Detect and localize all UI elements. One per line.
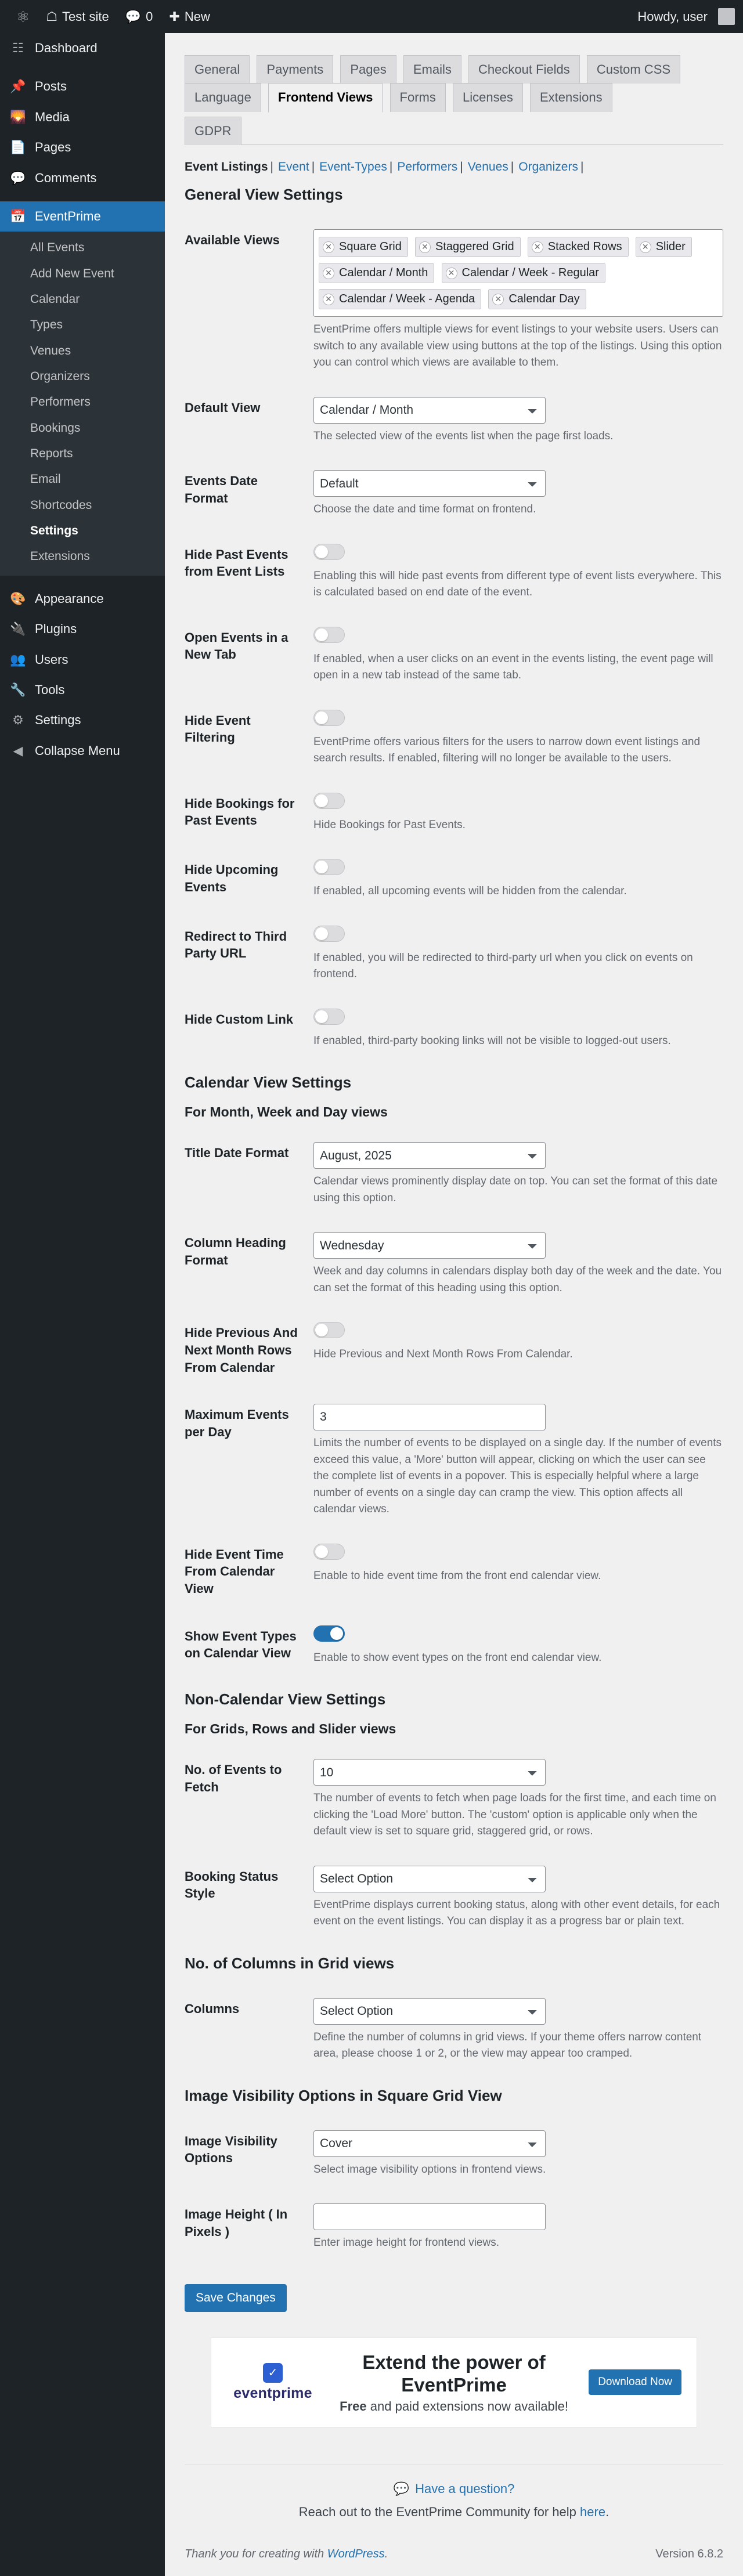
label-hide-past-events: Hide Past Events from Event Lists: [185, 547, 288, 579]
calendar-view-subtitle: For Month, Week and Day views: [185, 1104, 388, 1120]
token-calendar-week-agenda[interactable]: [319, 289, 481, 309]
toggle-knob: [315, 861, 328, 873]
description-title-date-format: Calendar views prominently display date on top. You can set the format of this date using this option.: [313, 1175, 718, 1204]
description-hide-event-filtering: EventPrime offers various filters for the users to narrow down event listings and search results. If enabled, filtering will no longer be available to the users.: [313, 735, 701, 765]
row-column-heading-format: [185, 1219, 723, 1309]
label-available-views: Available Views: [185, 233, 280, 248]
default-view-select[interactable]: [313, 397, 546, 424]
token-label: Calendar / Week - Agenda: [339, 292, 475, 306]
have-a-question-label: Have a question?: [415, 2481, 515, 2496]
sidebar-item-label: Users: [35, 652, 68, 667]
token-stacked-rows[interactable]: [528, 237, 629, 257]
collapse-icon: ◀: [13, 743, 23, 758]
subnav-divider: |: [580, 160, 584, 174]
calendar-view-settings-title: Calendar View Settings: [185, 1074, 352, 1092]
description-no-of-events: The number of events to fetch when page loads for the first time, and each time on clicking the 'Load More' button. The 'custom' option is applicable only when the default view is set to square grid, staggered grid, or rows.: [313, 1792, 716, 1838]
description-hide-prev-next-month: Hide Previous and Next Month Rows From Calendar.: [313, 1348, 573, 1361]
hide-custom-link-toggle[interactable]: [313, 1009, 345, 1025]
toggle-knob: [315, 1324, 328, 1336]
description-hide-event-time: Enable to hide event time from the front end calendar view.: [313, 1569, 601, 1582]
sidebar-item-label: Settings: [35, 713, 81, 728]
sidebar-item-label: Media: [35, 109, 70, 124]
title-date-format-select[interactable]: [313, 1142, 546, 1169]
sidebar-item-label: EventPrime: [35, 208, 101, 223]
sidebar-item-label: Collapse Menu: [35, 743, 120, 758]
non-calendar-view-subtitle: For Grids, Rows and Slider views: [185, 1721, 396, 1737]
general-view-settings-title: General View Settings: [185, 186, 343, 204]
promo-brand: eventprime: [233, 2384, 312, 2401]
remove-icon[interactable]: ✕: [323, 241, 334, 253]
subnav-event-listings[interactable]: Event Listings: [185, 160, 268, 174]
label-events-date-format: Events Date Format: [185, 474, 258, 505]
admin-bar: [0, 0, 743, 33]
label-hide-prev-next-month: Hide Previous And Next Month Rows From Calendar: [185, 1325, 298, 1375]
plugin-icon: 🔌: [10, 622, 26, 637]
sidebar-item-dashboard[interactable]: [0, 33, 165, 63]
description-default-view: The selected view of the events list when the page first loads.: [313, 429, 614, 442]
sidebar-subitem-reports[interactable]: Reports: [30, 447, 73, 461]
subnav-organizers[interactable]: Organizers: [518, 160, 578, 174]
toggle-knob: [315, 927, 328, 940]
my-account-button[interactable]: [629, 0, 743, 33]
label-hide-event-time: Hide Event Time From Calendar View: [185, 1547, 284, 1596]
avatar: [718, 8, 735, 25]
show-event-types-toggle[interactable]: [313, 1625, 345, 1642]
tab-language[interactable]: Language: [185, 83, 261, 111]
sidebar-item-eventprime[interactable]: [0, 201, 165, 232]
calendar-icon: 📅: [10, 208, 26, 223]
columns-select[interactable]: [313, 1998, 546, 2025]
remove-icon[interactable]: ✕: [323, 294, 334, 305]
sidebar-item-label: Tools: [35, 682, 65, 697]
subnav-divider: |: [311, 160, 315, 174]
remove-icon[interactable]: ✕: [640, 241, 651, 253]
admin-bar-right: [629, 0, 743, 33]
token-label: Calendar Day: [508, 292, 580, 306]
label-hide-event-filtering: Hide Event Filtering: [185, 713, 251, 745]
hide-event-time-toggle[interactable]: [313, 1544, 345, 1560]
row-hide-event-time: [185, 1531, 723, 1613]
description-hide-upcoming-events: If enabled, all upcoming events will be hidden from the calendar.: [313, 885, 627, 898]
tab-pages[interactable]: Pages: [340, 55, 396, 84]
howdy-label: Howdy, user: [637, 9, 708, 24]
label-booking-status-style: Booking Status Style: [185, 1869, 279, 1901]
token-staggered-grid[interactable]: [415, 237, 521, 257]
site-name-button[interactable]: [38, 0, 117, 33]
row-hide-bookings-past-events: [185, 780, 723, 847]
columns-in-grid-views-title: No. of Columns in Grid views: [185, 1954, 395, 1972]
general-settings-table: [185, 216, 723, 1062]
row-hide-past-events: [185, 531, 723, 614]
promo-headline: Extend the power of EventPrime: [362, 2351, 546, 2396]
tab-frontend-views[interactable]: Frontend Views: [268, 83, 383, 112]
subnav-divider: |: [389, 160, 393, 174]
subnav-venues[interactable]: Venues: [467, 160, 508, 174]
label-default-view: Default View: [185, 400, 261, 415]
label-image-height: Image Height ( In Pixels ): [185, 2207, 288, 2239]
columns-settings-table: [185, 1985, 723, 2075]
row-booking-status-style: [185, 1853, 723, 1943]
admin-sidebar: [0, 33, 165, 2576]
sidebar-item-users[interactable]: [0, 645, 165, 675]
sidebar-item-plugins[interactable]: [0, 614, 165, 644]
row-title-date-format: [185, 1129, 723, 1219]
image-visibility-title: Image Visibility Options in Square Grid View: [185, 2086, 502, 2104]
promo-text: [333, 2351, 575, 2414]
wordpress-logo-icon: ⚛: [16, 8, 30, 26]
wordpress-link[interactable]: WordPress: [327, 2547, 385, 2560]
token-calendar-day[interactable]: [488, 289, 586, 309]
tab-custom-css[interactable]: Custom CSS: [587, 55, 680, 84]
sidebar-subitem-organizers[interactable]: Organizers: [30, 370, 90, 384]
comment-icon: 💬: [10, 170, 26, 185]
token-label: Square Grid: [339, 240, 402, 254]
save-changes-button[interactable]: Save Changes: [185, 2284, 287, 2312]
new-label: New: [184, 9, 210, 24]
main-content: [165, 33, 743, 2576]
wordpress-logo-button[interactable]: [8, 0, 38, 33]
download-now-button[interactable]: Download Now: [589, 2369, 681, 2395]
footer-help: [185, 2465, 723, 2530]
sidebar-subitem-all-events[interactable]: All Events: [30, 241, 85, 255]
users-icon: 👥: [10, 652, 26, 667]
pin-icon: 📌: [10, 79, 26, 94]
home-icon: ☖: [46, 9, 58, 24]
settings-tabs: [185, 46, 723, 145]
description-hide-custom-link: If enabled, third-party booking links will not be visible to logged-out users.: [313, 1034, 671, 1047]
description-column-heading-format: Week and day columns in calendars display both day of the week and the date. You can set the format of this heading using this option.: [313, 1265, 722, 1294]
booking-status-style-select[interactable]: [313, 1866, 546, 1892]
label-open-events-new-tab: Open Events in a New Tab: [185, 630, 288, 662]
sidebar-item-label: Comments: [35, 170, 97, 185]
comments-count: 0: [146, 9, 153, 24]
description-image-visibility: Select image visibility options in frontend views.: [313, 2163, 546, 2176]
tab-extensions[interactable]: Extensions: [530, 83, 612, 111]
hide-event-filtering-toggle[interactable]: [313, 710, 345, 726]
subnav-divider: |: [460, 160, 463, 174]
community-help-text: [185, 2505, 723, 2520]
hide-prev-next-month-toggle[interactable]: [313, 1322, 345, 1338]
description-hide-past-events: Enabling this will hide past events from different type of event lists everywhere. This is calculated based on end date of the event.: [313, 569, 722, 599]
tab-general[interactable]: General: [185, 55, 250, 84]
sidebar-subitem-email[interactable]: Email: [30, 472, 61, 486]
non-calendar-view-settings-title: Non-Calendar View Settings: [185, 1690, 386, 1708]
site-name-label: Test site: [62, 9, 109, 24]
comments-button[interactable]: [117, 0, 161, 33]
toggle-knob: [315, 794, 328, 807]
tab-checkout-fields[interactable]: Checkout Fields: [468, 55, 580, 84]
sidebar-item-tools[interactable]: [0, 675, 165, 705]
token-label: Stacked Rows: [547, 240, 622, 254]
subnav-divider: |: [510, 160, 514, 174]
label-image-visibility-options: Image Visibility Options: [185, 2133, 277, 2166]
tools-icon: 🔧: [10, 682, 26, 697]
label-column-heading-format: Column Heading Format: [185, 1235, 286, 1267]
sidebar-subitem-calendar[interactable]: Calendar: [30, 292, 80, 306]
media-icon: 🌄: [10, 109, 26, 124]
label-hide-custom-link: Hide Custom Link: [185, 1011, 294, 1027]
promo-subline-rest: and paid extensions now available!: [366, 2398, 569, 2414]
chat-icon: 💬: [393, 2481, 410, 2496]
label-max-events-per-day: Maximum Events per Day: [185, 1407, 289, 1439]
page-icon: 📄: [10, 140, 26, 155]
row-show-event-types: [185, 1613, 723, 1679]
image-settings-table: [185, 2118, 723, 2264]
token-label: Calendar / Month: [339, 266, 428, 280]
row-image-visibility-options: [185, 2118, 723, 2191]
toggle-knob: [330, 1627, 343, 1640]
sidebar-submenu-eventprime: [0, 232, 165, 575]
footer-thanks-suffix: .: [384, 2547, 388, 2560]
toggle-knob: [315, 545, 328, 558]
plus-icon: ✚: [169, 9, 180, 24]
toggle-knob: [315, 1545, 328, 1558]
wordpress-version: Version 6.8.2: [655, 2547, 723, 2560]
row-default-view: [185, 384, 723, 458]
sidebar-item-comments[interactable]: [0, 163, 165, 193]
row-redirect-third-party-url: [185, 913, 723, 996]
community-help-link[interactable]: here: [580, 2504, 606, 2519]
toggle-knob: [315, 711, 328, 724]
label-title-date-format: Title Date Format: [185, 1146, 289, 1161]
label-columns: Columns: [185, 2001, 240, 2016]
community-help-prefix: Reach out to the EventPrime Community for help: [298, 2504, 580, 2519]
description-booking-status-style: EventPrime displays current booking status, along with other event details, for each event on the event listings. You can display it as a progress bar or plain text.: [313, 1898, 720, 1928]
open-events-new-tab-toggle[interactable]: [313, 627, 345, 643]
have-a-question: [185, 2481, 723, 2496]
token-label: Calendar / Week - Regular: [461, 266, 599, 280]
promo-subline-free: Free: [340, 2398, 367, 2414]
remove-icon[interactable]: ✕: [419, 241, 431, 253]
sidebar-subitem-add-new-event[interactable]: Add New Event: [30, 266, 114, 280]
image-height-input[interactable]: [313, 2203, 546, 2230]
no-of-events-select[interactable]: [313, 1759, 546, 1786]
remove-icon[interactable]: ✕: [492, 294, 504, 305]
sidebar-item-collapse-menu[interactable]: [0, 736, 165, 766]
image-visibility-select[interactable]: [313, 2130, 546, 2157]
sidebar-item-label: Appearance: [35, 591, 104, 606]
tab-forms[interactable]: Forms: [390, 83, 446, 111]
sidebar-item-label: Dashboard: [35, 41, 98, 55]
label-redirect-third-party-url: Redirect to Third Party URL: [185, 928, 287, 961]
new-content-button[interactable]: [161, 0, 218, 33]
sidebar-item-settings[interactable]: [0, 705, 165, 735]
max-events-per-day-input[interactable]: [313, 1404, 546, 1430]
subnav-divider: |: [270, 160, 273, 174]
available-views-multiselect[interactable]: [313, 229, 723, 317]
subnav-event-types[interactable]: Event-Types: [319, 160, 387, 174]
row-hide-custom-link: [185, 996, 723, 1063]
tab-licenses[interactable]: Licenses: [453, 83, 523, 111]
promo-banner: [211, 2337, 697, 2427]
label-hide-upcoming-events: Hide Upcoming Events: [185, 862, 279, 894]
token-square-grid[interactable]: [319, 237, 408, 257]
remove-icon[interactable]: ✕: [532, 241, 543, 253]
sidebar-subitem-shortcodes[interactable]: Shortcodes: [30, 498, 92, 512]
sidebar-item-posts[interactable]: [0, 71, 165, 102]
sidebar-subitem-venues[interactable]: Venues: [30, 344, 71, 357]
row-events-date-format: [185, 457, 723, 531]
sidebar-subitem-bookings[interactable]: Bookings: [30, 421, 81, 435]
check-badge-icon: ✓: [263, 2363, 283, 2383]
row-hide-event-filtering: [185, 697, 723, 780]
row-available-views: [185, 216, 723, 384]
description-columns: Define the number of columns in grid views. If your theme offers narrow content area, please choose 1 or 2, or the view may appear too cramped.: [313, 2031, 702, 2060]
sidebar-item-label: Posts: [35, 79, 67, 94]
sidebar-item-pages[interactable]: [0, 132, 165, 162]
sidebar-subitem-extensions[interactable]: Extensions: [30, 550, 90, 563]
sidebar-subitem-types[interactable]: Types: [30, 318, 63, 332]
frontend-views-subnav: [185, 160, 723, 174]
promo-logo: [226, 2363, 319, 2402]
hide-past-events-toggle[interactable]: [313, 544, 345, 560]
sidebar-subitem-performers[interactable]: Performers: [30, 395, 91, 409]
row-hide-upcoming-events: [185, 846, 723, 913]
remove-icon[interactable]: ✕: [446, 268, 457, 279]
hide-upcoming-events-toggle[interactable]: [313, 859, 345, 875]
toggle-knob: [315, 628, 328, 641]
row-columns: [185, 1985, 723, 2075]
redirect-third-party-url-toggle[interactable]: [313, 926, 345, 942]
row-open-events-new-tab: [185, 614, 723, 697]
token-slider[interactable]: [636, 237, 692, 257]
gear-icon: ⚙: [12, 713, 24, 728]
description-open-events-new-tab: If enabled, when a user clicks on an event in the events listing, the event page will open in a new tab instead of the same tab.: [313, 652, 713, 682]
description-hide-bookings-past-events: Hide Bookings for Past Events.: [313, 818, 466, 831]
token-calendar-week-regular[interactable]: [442, 263, 605, 283]
footer-thanks: [185, 2548, 388, 2561]
description-redirect-third-party-url: If enabled, you will be redirected to third-party url when you click on events on frontend.: [313, 951, 693, 981]
non-calendar-settings-table: [185, 1746, 723, 1943]
token-label: Slider: [655, 240, 686, 254]
tab-gdpr[interactable]: GDPR: [185, 117, 241, 145]
description-image-height: Enter image height for frontend views.: [313, 2237, 500, 2249]
sidebar-item-label: Plugins: [35, 622, 77, 637]
brush-icon: 🎨: [10, 591, 26, 606]
label-show-event-types: Show Event Types on Calendar View: [185, 1628, 297, 1661]
row-image-height: [185, 2191, 723, 2264]
row-max-events-per-day: [185, 1391, 723, 1531]
row-no-of-events-to-fetch: [185, 1746, 723, 1853]
description-events-date-format: Choose the date and time format on frontend.: [313, 503, 536, 516]
tab-payments[interactable]: Payments: [257, 55, 333, 84]
description-available-views: EventPrime offers multiple views for event listings to your website users. Users can switch to any available view using buttons at the top of the listings. Using this option you can control which views are available to them.: [313, 323, 722, 369]
sidebar-item-appearance[interactable]: [0, 584, 165, 614]
remove-icon[interactable]: ✕: [323, 268, 334, 279]
tab-emails[interactable]: Emails: [403, 55, 461, 84]
comment-icon: 💬: [125, 9, 142, 24]
column-heading-format-select[interactable]: [313, 1232, 546, 1259]
community-help-suffix: .: [605, 2504, 609, 2519]
toggle-knob: [315, 1010, 328, 1023]
sidebar-item-media[interactable]: [0, 102, 165, 132]
token-calendar-month[interactable]: [319, 263, 434, 283]
hide-bookings-past-events-toggle[interactable]: [313, 793, 345, 809]
sidebar-item-label: Pages: [35, 140, 71, 155]
subnav-performers[interactable]: Performers: [397, 160, 458, 174]
footer-bottom: [165, 2530, 743, 2576]
events-date-format-select[interactable]: [313, 470, 546, 497]
sidebar-subitem-settings[interactable]: Settings: [30, 524, 78, 538]
description-show-event-types: Enable to show event types on the front end calendar view.: [313, 1651, 602, 1664]
description-max-events-per-day: Limits the number of events to be displayed on a single day. If the number of events exceed this value, a 'More' button will appear, clicking on which the user can see the complete list of events in a popover. This is especially helpful where a large number of events on a single day can cramp the view. This option affects all calendar views.: [313, 1437, 722, 1516]
row-hide-prev-next-month: [185, 1309, 723, 1391]
dashboard-icon: ☷: [12, 41, 24, 55]
label-no-of-events-to-fetch: No. of Events to Fetch: [185, 1762, 282, 1794]
label-hide-bookings-past-events: Hide Bookings for Past Events: [185, 796, 295, 828]
token-label: Staggered Grid: [435, 240, 514, 254]
promo-subline: [333, 2399, 575, 2414]
footer-thanks-prefix: Thank you for creating with: [185, 2547, 327, 2560]
calendar-settings-table: [185, 1129, 723, 1679]
subnav-event[interactable]: Event: [278, 160, 309, 174]
